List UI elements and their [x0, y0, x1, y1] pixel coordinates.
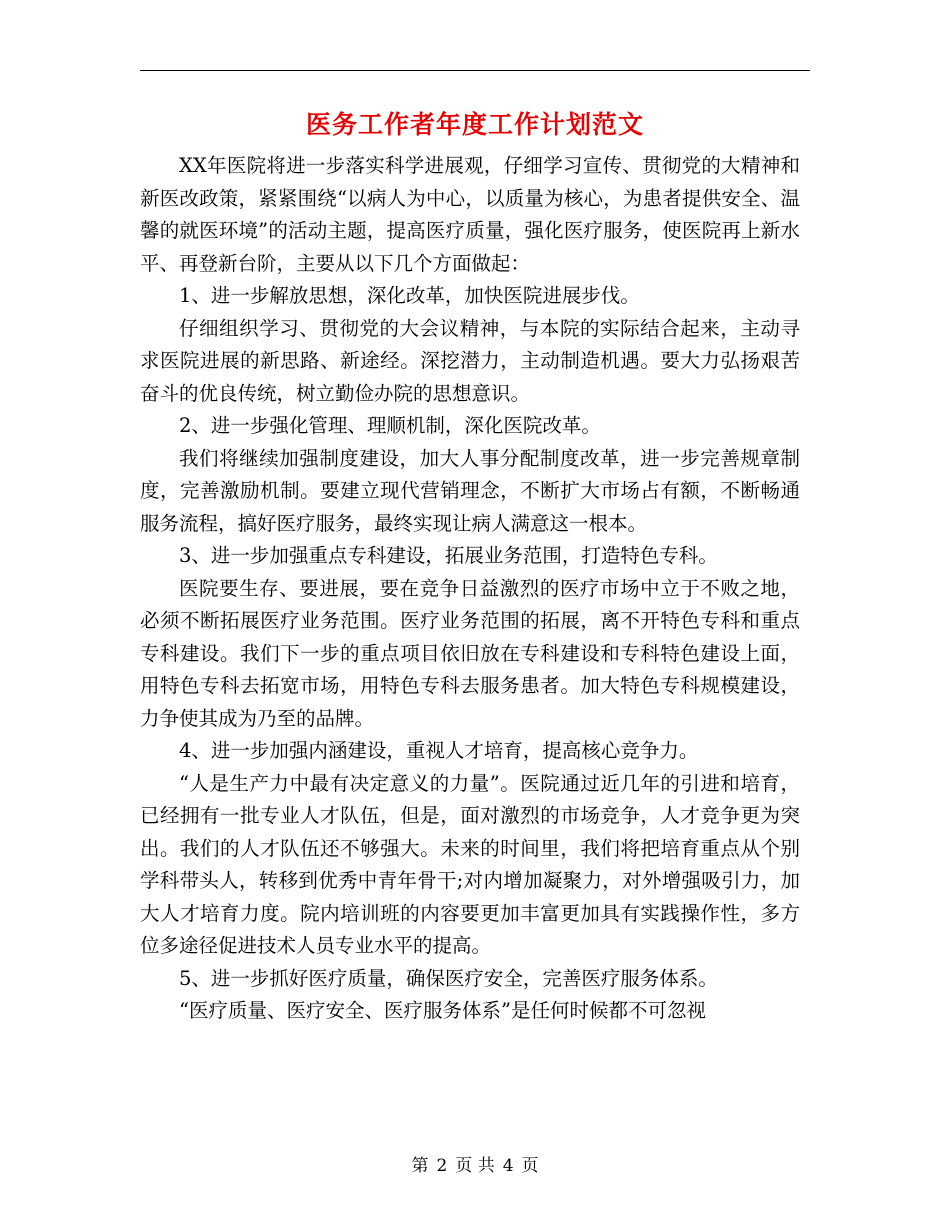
paragraph: “人是生产力中最有决定意义的力量”。医院通过近几年的引进和培育，已经拥有一批专业人才队伍，但是，面对激烈的市场竞争，人才竞争更为突出。我们的人才队伍还不够强大。未来的时间里，我们将把培育重点从个别学科带头人，转移到优秀中青年骨干;对内增加凝聚力，对外增强吸引力，加大人才培育力度。院内培训班的内容要更加丰富更加具有实践操作性，多方位多途径促进技术人员专业水平的提高。 — [140, 771, 800, 957]
document-body — [140, 150, 800, 1028]
section-heading: 2、进一步强化管理、理顺机制，深化医院改革。 — [179, 414, 601, 437]
section-heading: 3、进一步加强重点专科建设，拓展业务范围，打造特色专科。 — [179, 544, 718, 567]
paragraph: 医院要生存、要进展，要在竞争日益激烈的医疗市场中立于不败之地，必须不断拓展医疗业务范围。医疗业务范围的拓展，离不开特色专科和重点专科建设。我们下一步的重点项目依旧放在专科建设和专科特色建设上面，用特色专科去拓宽市场，用特色专科去服务患者。加大特色专科规模建设，力争使其成为乃至的品牌。 — [140, 576, 800, 730]
header-rule — [140, 70, 810, 71]
page-label-prefix: 第 — [411, 1156, 429, 1176]
total-pages-number: 4 — [502, 1156, 514, 1176]
section-heading: 5、进一步抓好医疗质量，确保医疗安全，完善医疗服务体系。 — [179, 966, 718, 990]
current-page-number: 2 — [436, 1156, 448, 1176]
page-footer — [140, 1155, 810, 1177]
page-label-mid: 页 共 — [455, 1156, 495, 1176]
section-heading: 1、进一步解放思想，深化改革，加快医院进展步伐。 — [179, 284, 640, 307]
section-heading: 4、进一步加强内涵建设，重视人才培育，提高核心竞争力。 — [179, 739, 699, 762]
paragraph: “医疗质量、医疗安全、医疗服务体系”是任何时候都不可忽视 — [179, 999, 706, 1022]
paragraph: XX年医院将进一步落实科学进展观，仔细学习宣传、贯彻党的大精神和新医改政策，紧紧围绕“以病人为中心，以质量为核心，为患者提供安全、温馨的就医环境”的活动主题，提高医疗质量，强化医疗服务，使医院再上新水平、再登新台阶，主要从以下几个方面做起： — [140, 154, 800, 275]
paragraph: 我们将继续加强制度建设，加大人事分配制度改革，进一步完善规章制度，完善激励机制。要建立现代营销理念，不断扩大市场占有额，不断畅通服务流程，搞好医疗服务，最终实现让病人满意这一根本。 — [140, 446, 800, 535]
document-title: 医务工作者年度工作计划范文 — [305, 110, 644, 139]
paragraph: 仔细组织学习、贯彻党的大会议精神，与本院的实际结合起来，主动寻求医院进展的新思路、新途经。深挖潜力，主动制造机遇。要大力弘扬艰苦奋斗的优良传统，树立勤俭办院的思想意识。 — [140, 316, 800, 405]
page-label-suffix: 页 — [521, 1156, 539, 1176]
